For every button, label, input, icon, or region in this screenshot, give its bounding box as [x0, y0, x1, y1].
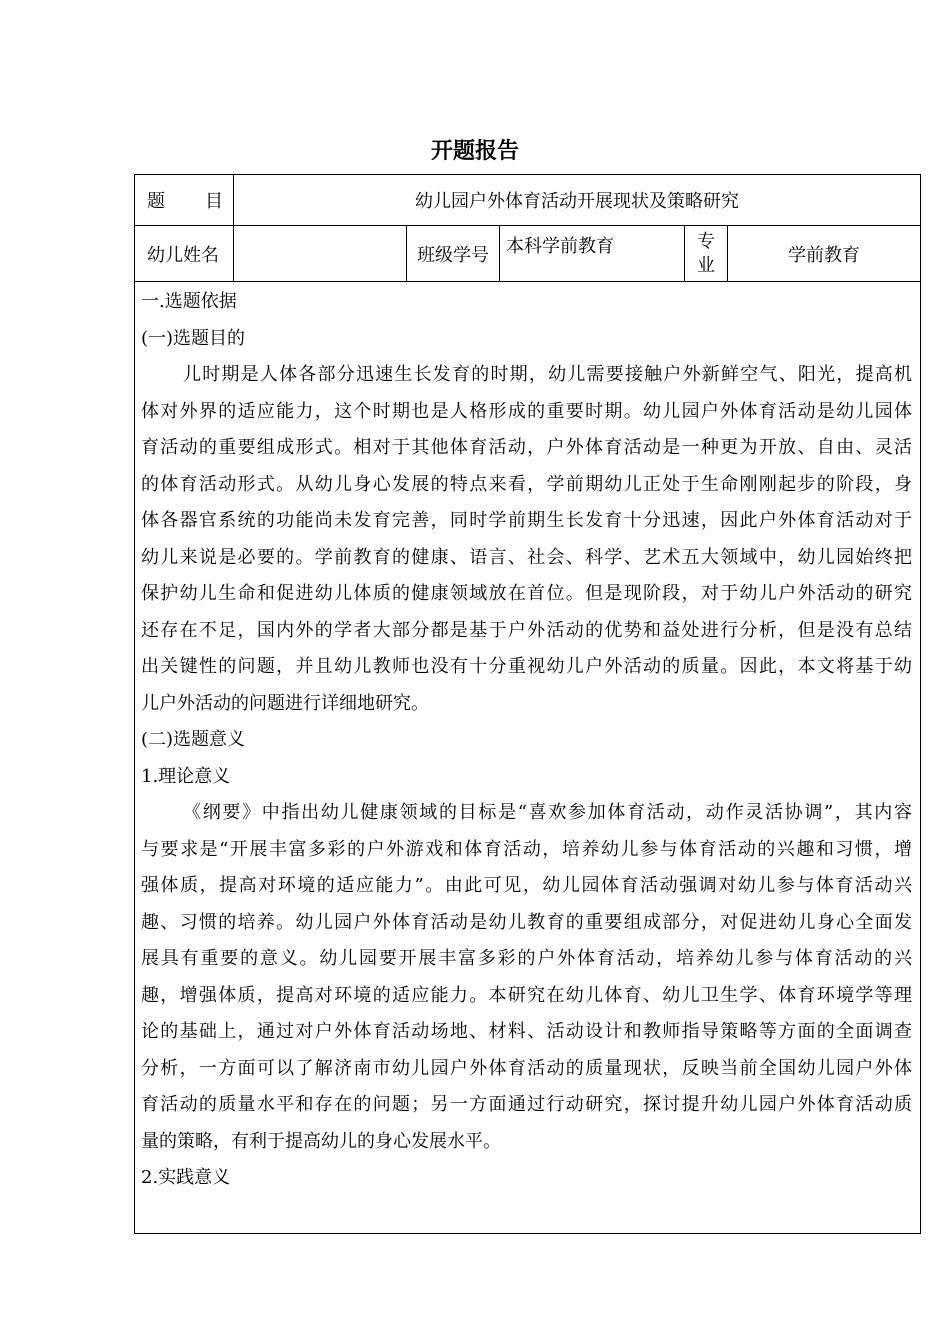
major-label-char-1: 专: [697, 230, 715, 252]
paragraph-line: 体对外界的适应能力，这个时期也是人格形成的重要时期。幼儿园户外体育活动是幼儿园体: [141, 400, 912, 422]
paragraph-line: 儿时期是人体各部分迅速生长发育的时期，幼儿需要接触户外新鲜空气、阳光，提高机: [183, 364, 912, 385]
paragraph-line: 分析，一方面可以了解济南市幼儿园户外体育活动的质量现状，反映当前全国幼儿园户外体: [141, 1057, 912, 1079]
topic-label: [135, 175, 234, 226]
content-row: [135, 282, 921, 1234]
paragraph-line: 的体育活动形式。从幼儿身心发展的特点来看，学前期幼儿正处于生命刚刚起步的阶段，身: [141, 473, 912, 495]
paragraph-line: 趣，增强体质，提高对环境的适应能力。本研究在幼儿体育、幼儿卫生学、体育环境学等理: [141, 984, 912, 1006]
subsection-heading: (一)选题目的: [141, 327, 246, 349]
subsection-heading: 1.理论意义: [141, 765, 231, 787]
name-label: 幼儿姓名: [135, 226, 234, 282]
page-title: 开题报告: [430, 139, 519, 164]
paragraph-line: 育活动的质量水平和存在的问题；另一方面通过行动研究，探讨提升幼儿园户外体育活动质: [141, 1094, 912, 1115]
proposal-table: [134, 174, 921, 1234]
class-label: 班级学号: [407, 226, 500, 282]
topic-value: 幼儿园户外体育活动开展现状及策略研究: [234, 175, 921, 226]
major-label-char-2: 业: [697, 254, 715, 276]
paragraph-line: 育活动的重要组成形式。相对于其他体育活动，户外体育活动是一种更为开放、自由、灵活: [141, 437, 912, 458]
major-value: 学前教育: [728, 226, 921, 282]
major-label: [685, 226, 728, 282]
paragraph-line: 趣、习惯的培养。幼儿园户外体育活动是幼儿教育的重要组成部分，对促进幼儿身心全面发: [141, 911, 912, 933]
paragraph-line: 幼儿来说是必要的。学前教育的健康、语言、社会、科学、艺术五大领域中，幼儿园始终把: [141, 546, 912, 568]
subsection-heading: 2.实践意义: [141, 1167, 231, 1188]
paragraph-line: 出关键性的问题，并且幼儿教师也没有十分重视幼儿户外活动的质量。因此，本文将基于幼: [141, 656, 912, 677]
paragraph-line: 强体质，提高对环境的适应能力”。由此可见，幼儿园体育活动强调对幼儿参与体育活动兴: [141, 875, 912, 896]
paragraph-line: 《纲要》中指出幼儿健康领域的目标是“喜欢参加体育活动，动作灵活协调”，其内容: [183, 802, 912, 823]
name-value: [234, 226, 407, 282]
paragraph-line: 体各器官系统的功能尚未发育完善，同时学前期生长发育十分迅速，因此户外体育活动对于: [141, 510, 912, 531]
paragraph-line: 儿户外活动的问题进行详细地研究。: [141, 692, 429, 714]
paragraph-line: 与要求是“开展丰富多彩的户外游戏和体育活动，培养幼儿参与体育活动的兴趣和习惯，增: [141, 838, 912, 860]
info-row: [135, 226, 921, 282]
subsection-heading: (二)选题意义: [141, 729, 246, 750]
paragraph-line: 保护幼儿生命和促进幼儿体质的健康领域放在首位。但是现阶段，对于幼儿户外活动的研究: [141, 583, 912, 604]
section-heading: 一.选题依据: [141, 291, 237, 312]
paragraph-line: 展具有重要的意义。幼儿园要开展丰富多彩的户外体育活动，培养幼儿参与体育活动的兴: [141, 948, 912, 969]
topic-label-char-1: 题: [147, 191, 165, 212]
paragraph-line: 论的基础上，通过对户外体育活动场地、材料、活动设计和教师指导策略等方面的全面调查: [141, 1021, 912, 1042]
paragraph-line: 量的策略，有利于提高幼儿的身心发展水平。: [141, 1130, 501, 1152]
topic-row: [135, 175, 921, 226]
class-value: 本科学前教育: [500, 226, 685, 282]
content-cell: [135, 282, 921, 1234]
paragraph-line: 还存在不足，国内外的学者大部分都是基于户外活动的优势和益处进行分析，但是没有总结: [141, 619, 912, 641]
topic-label-char-2: 目: [205, 191, 223, 212]
